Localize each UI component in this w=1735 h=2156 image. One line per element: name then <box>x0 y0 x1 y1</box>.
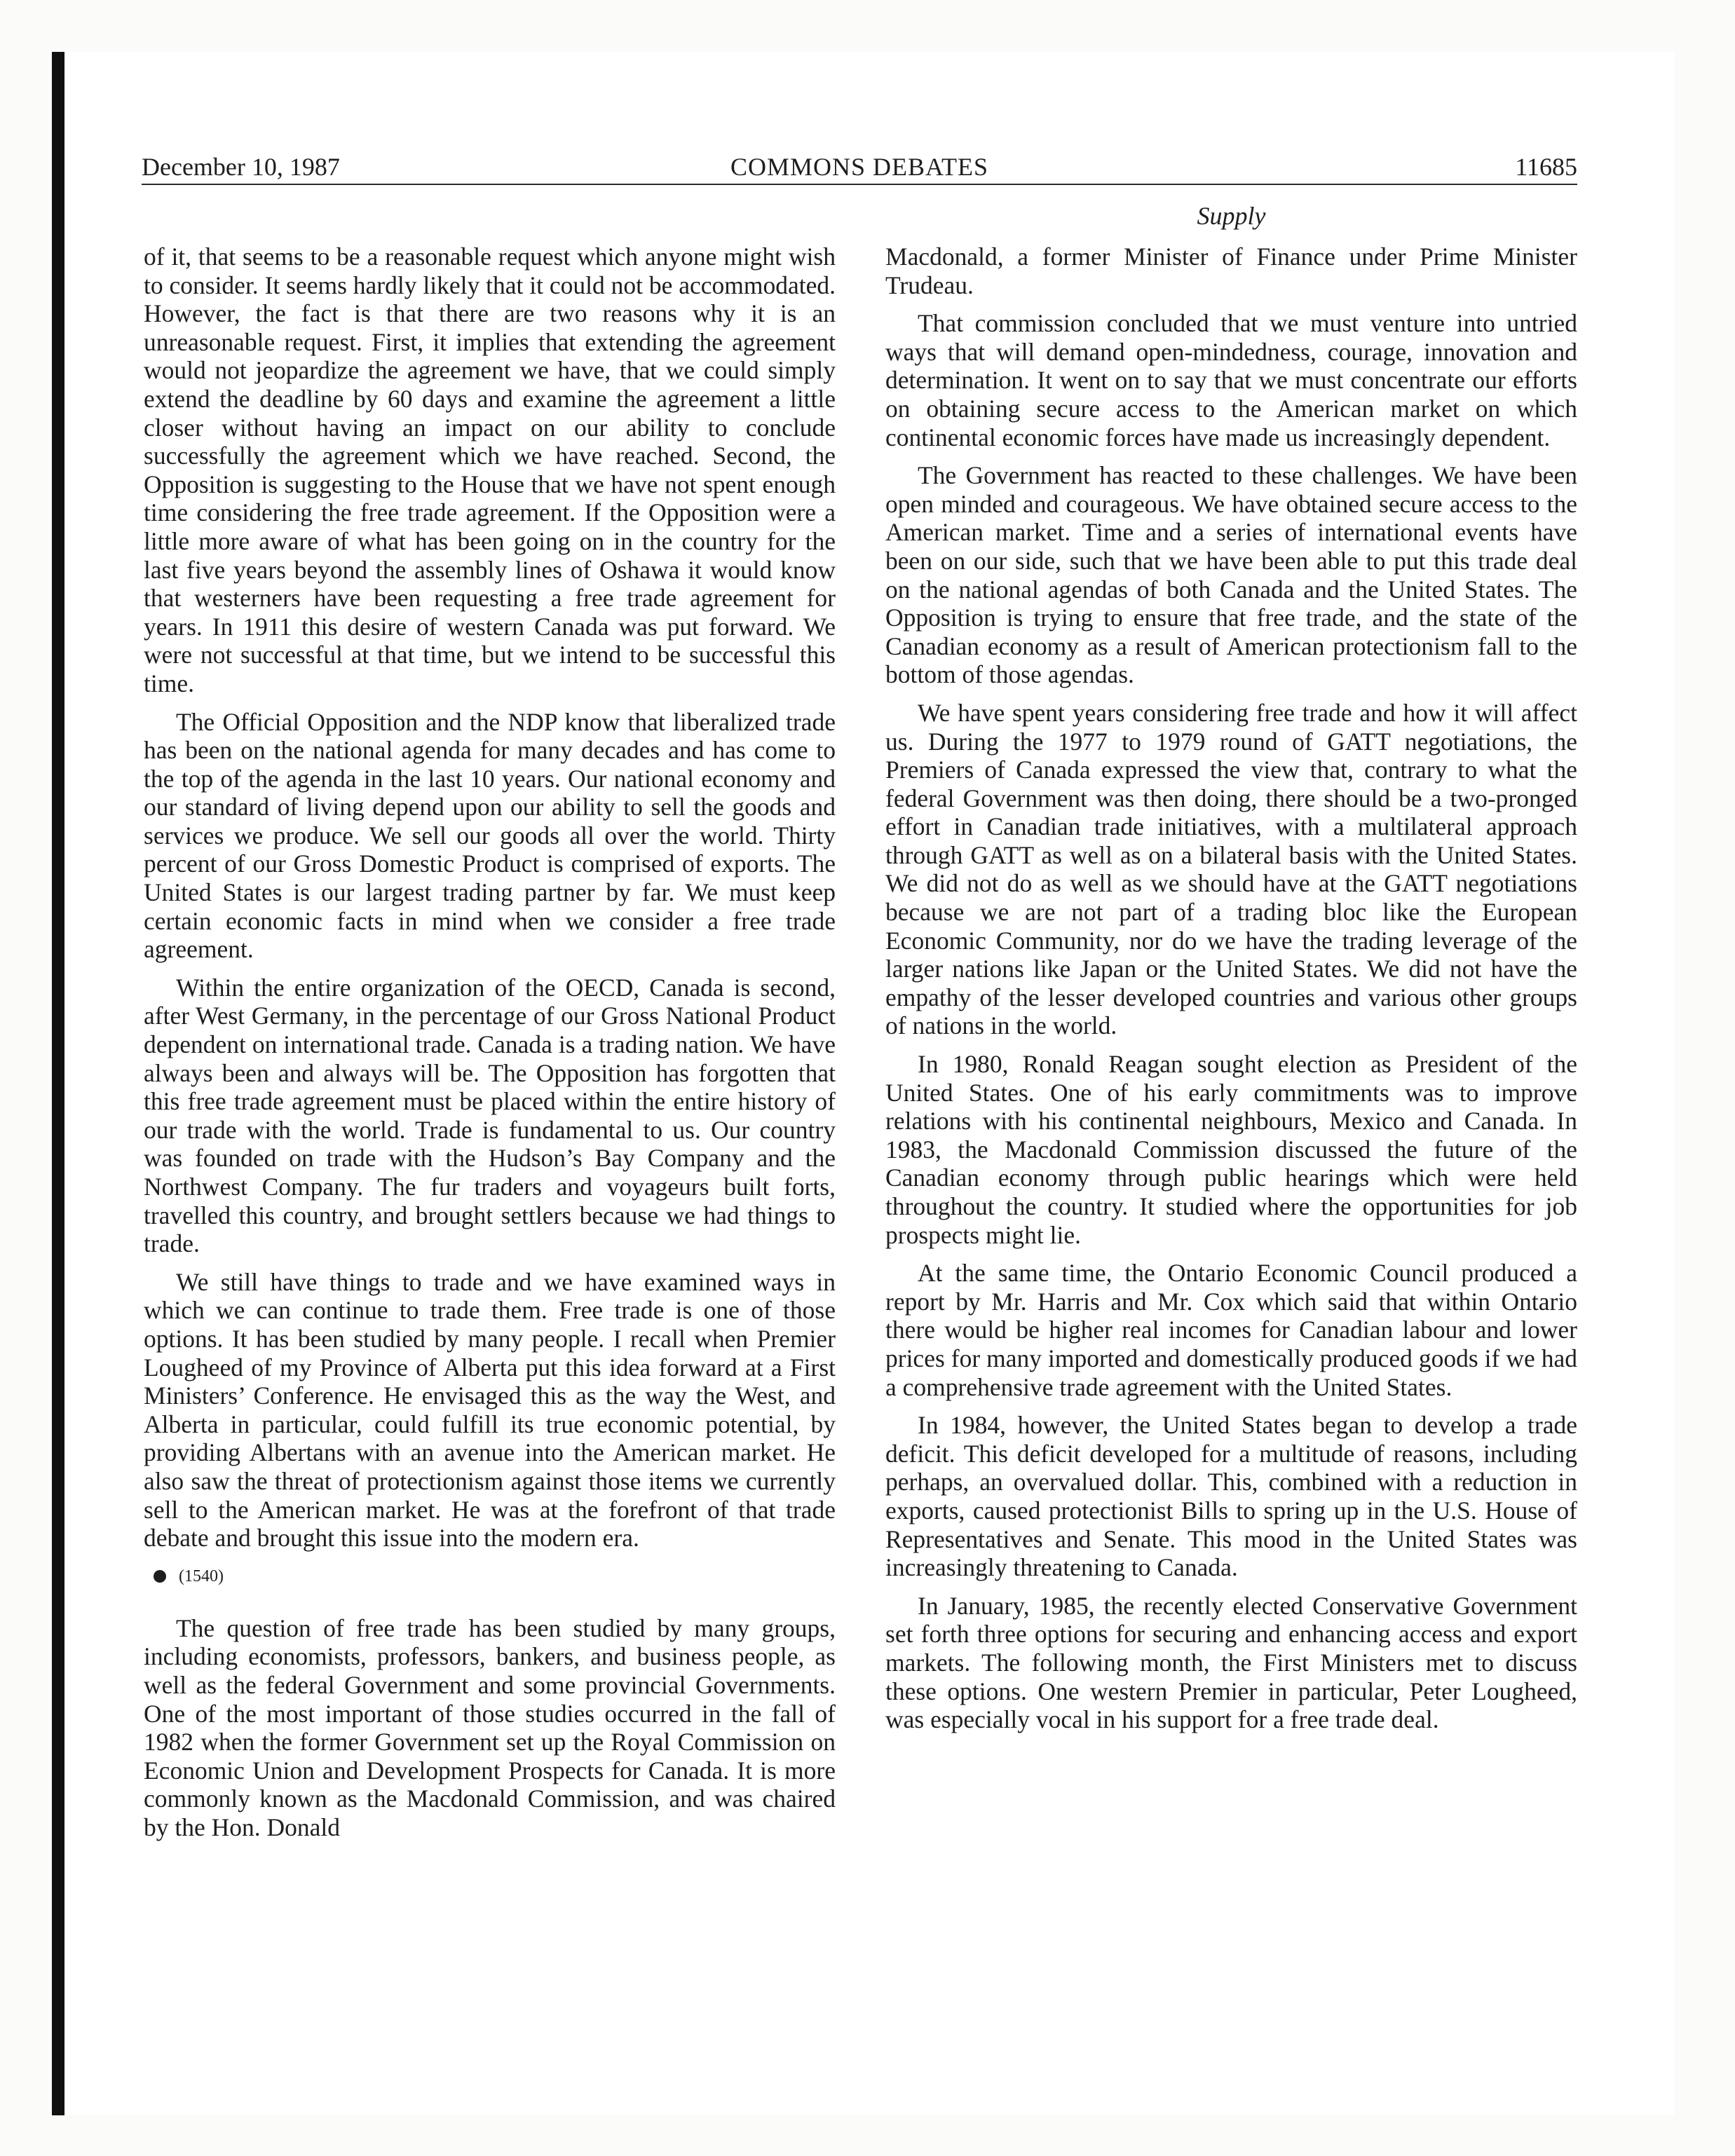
time-marker <box>154 1562 836 1590</box>
paragraph: The Official Opposition and the NDP know that liberalized trade has been on the national agenda for many decades and has come to the top of the agenda in the last 10 years. Our national economy and our standard of living depend upon our ability to sell the goods and services we produce. We sell our goods all over the world. Thirty percent of our Gross Domestic Product is comprised of exports. The United States is our largest trading partner by far. We must keep certain economic facts in mind when we consider a free trade agreement. <box>144 707 836 964</box>
paragraph: We still have things to trade and we have examined ways in which we can continue to trade them. Free trade is one of those options. It has been studied by many people. I recall when Premier Lougheed of my Province of Alberta put this idea forward at a First Ministers’ Conference. He envisaged this as the way the West, and Alberta in particular, could fulfill its true economic potential, by providing Albertans with an avenue into the American market. He also saw the threat of protectionism against those items we currently sell to the American market. He was at the forefront of that trade debate and brought this issue into the modern era. <box>144 1267 836 1553</box>
header-date: December 10, 1987 <box>142 153 340 181</box>
paragraph: We have spent years considering free trade and how it will affect us. During the 1977 to 1979 round of GATT negotiations, the Premiers of Canada expressed the view that, contrary to what the federal Government was then doing, there should be a two-pronged effort in Canadian trade initiatives, with a multilateral approach through GATT as well as on a bilateral basis with the United States. We did not do as well as we should have at the GATT negotiations because we are not part of a trading bloc like the European Economic Community, nor do we have the trading leverage of the larger nations like Japan or the United States. We did not have the empathy of the lesser developed countries and various other groups of nations in the world. <box>885 698 1577 1040</box>
scan-binding-edge <box>52 52 64 2115</box>
paragraph: In 1980, Ronald Reagan sought election as President of the United States. One of his early commitments was to improve relations with his continental neighbours, Mexico and Canada. In 1983, the Macdonald Commission discussed the future of the Canadian economy through public hearings which were held throughout the country. It studied where the opportunities for job prospects might lie. <box>885 1050 1577 1249</box>
paragraph: Macdonald, a former Minister of Finance under Prime Minister Trudeau. <box>885 243 1577 299</box>
paragraph: That commission concluded that we must venture into untried ways that will demand open-mindedness, courage, innovation and determination. It went on to say that we must concentrate our efforts on obtaining secure access to the American market on which continental economic forces have made us increasingly dependent. <box>885 309 1577 451</box>
paragraph: The Government has reacted to these challenges. We have been open minded and courageous. We have obtained secure access to the American market. Time and a series of international events have been on our side, such that we have been able to put this trade deal on the national agendas of both Canada and the United States. The Opposition is trying to ensure that free trade, and the state of the Canadian economy as a result of American protectionism fall to the bottom of those agendas. <box>885 461 1577 689</box>
right-column <box>885 243 1577 1744</box>
header-title: COMMONS DEBATES <box>730 153 989 181</box>
time-marker-label: (1540) <box>179 1567 224 1585</box>
left-column <box>144 243 836 1851</box>
header-page-number: 11685 <box>1515 153 1577 181</box>
bullet-dot-icon <box>154 1570 166 1583</box>
section-heading: Supply <box>1197 202 1266 230</box>
paragraph: At the same time, the Ontario Economic Council produced a report by Mr. Harris and Mr. Cox which said that within Ontario there would be higher real incomes for Canadian labour and lower prices for many imported and domestically produced goods if we had a comprehensive trade agreement with the United States. <box>885 1259 1577 1401</box>
paragraph: of it, that seems to be a reasonable request which anyone might wish to consider. It seems hardly likely that it could not be accommodated. However, the fact is that there are two reasons why it is an unreasonable request. First, it implies that extending the agreement would not jeopardize the agreement we have, that we could simply extend the deadline by 60 days and examine the agreement a little closer without having an impact on our ability to conclude successfully the agreement which we have reached. Second, the Opposition is suggesting to the House that we have not spent enough time considering the free trade agreement. If the Opposition were a little more aware of what has been going on in the country for the last five years beyond the assembly lines of Oshawa it would know that westerners have been requesting a free trade agreement for years. In 1911 this desire of western Canada was put forward. We were not successful at that time, but we intend to be successful this time. <box>144 243 836 697</box>
running-header <box>142 150 1577 184</box>
paragraph: The question of free trade has been studied by many groups, including economists, professors, bankers, and business people, as well as the federal Government and some provincial Governments. One of the most important of those studies occurred in the fall of 1982 when the former Government set up the Royal Commission on Economic Union and Development Prospects for Canada. It is more commonly known as the Macdonald Commission, and was chaired by the Hon. Donald <box>144 1613 836 1841</box>
paragraph: Within the entire organization of the OECD, Canada is second, after West Germany, in the percentage of our Gross National Product dependent on international trade. Canada is a trading nation. We have always been and always will be. The Opposition has forgotten that this free trade agreement must be placed within the entire history of our trade with the world. Trade is fundamental to us. Our country was founded on trade with the Hudson’s Bay Company and the Northwest Company. The fur traders and voyageurs built forts, travelled this country, and brought settlers because we had things to trade. <box>144 973 836 1258</box>
header-rule <box>142 184 1577 185</box>
paragraph: In 1984, however, the United States began to develop a trade deficit. This deficit developed for a multitude of reasons, including perhaps, an overvalued dollar. This, combined with a reduction in exports, caused protectionist Bills to spring up in the U.S. House of Representatives and Senate. This mood in the United States was increasingly threatening to Canada. <box>885 1411 1577 1582</box>
paragraph: In January, 1985, the recently elected Conservative Government set forth three options for securing and enhancing access and export markets. The following month, the First Ministers met to discuss these options. One western Premier in particular, Peter Lougheed, was especially vocal in his support for a free trade deal. <box>885 1591 1577 1734</box>
